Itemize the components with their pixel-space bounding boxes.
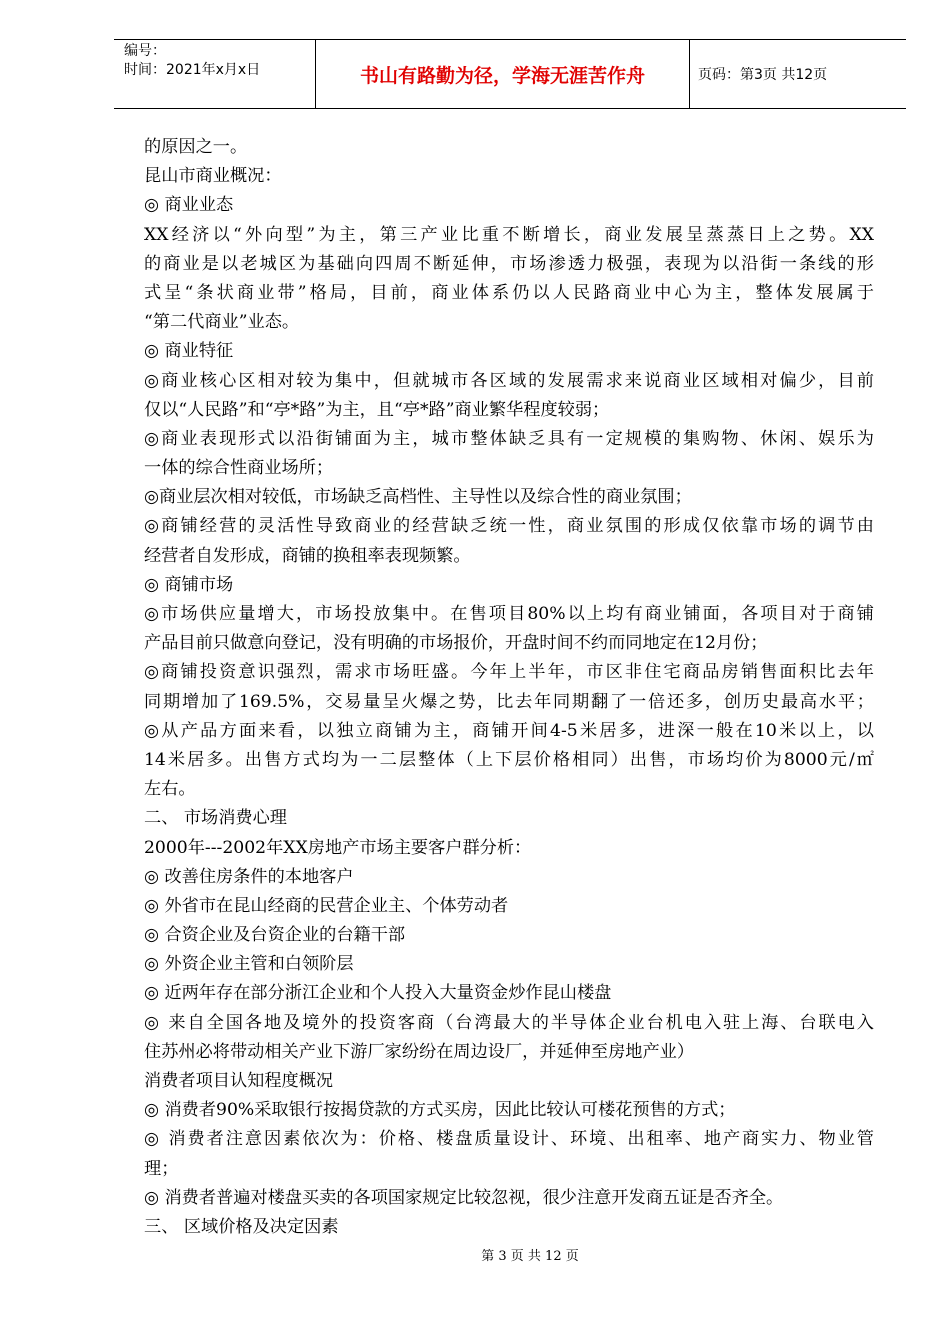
text-line: ◎ 来自全国各地及境外的投资客商（台湾最大的半导体企业台机电入驻上海、台联电入: [144, 1012, 874, 1033]
text-line: 理；: [144, 1158, 179, 1179]
text-line: 的原因之一。: [144, 137, 248, 157]
page-header: [114, 39, 906, 109]
text-line: 左右。: [144, 779, 196, 800]
text-line: ◎商业层次相对较低，市场缺乏高档性、主导性以及综合性的商业氛围；: [144, 487, 692, 508]
text-line: ◎从产品方面来看，以独立商铺为主，商铺开间4-5米居多，进深一般在10米以上，以: [144, 720, 874, 741]
document-body: [144, 133, 874, 1242]
text-line: ◎ 外资企业主管和白领阶层: [144, 954, 354, 975]
document-number-label: 编号：: [124, 43, 166, 59]
text-line: 昆山市商业概况：: [144, 166, 282, 187]
page-footer: 第 3 页 共 12 页: [481, 1249, 579, 1264]
header-page-info: 页码：第3页 共12页: [698, 67, 828, 83]
text-line: ◎ 商业特征: [144, 341, 234, 362]
text-line: ◎商铺经营的灵活性导致商业的经营缺乏统一性，商业氛围的形成仅依靠市场的调节由: [144, 516, 874, 537]
text-line: ◎ 改善住房条件的本地客户: [144, 866, 354, 887]
text-line: 14米居多。出售方式均为一二层整体（上下层价格相同）出售，市场均价为8000元/㎡: [144, 749, 874, 770]
text-line: ◎商业核心区相对较为集中，但就城市各区域的发展需求来说商业区域相对偏少，目前: [144, 370, 874, 391]
text-line: 住苏州必将带动相关产业下游厂家纷纷在周边设厂，并延伸至房地产业）: [144, 1041, 695, 1062]
text-line: 产品目前只做意向登记，没有明确的市场报价，开盘时间不约而同地定在12月份；: [144, 633, 768, 654]
text-line: 一体的综合性商业场所；: [144, 458, 334, 479]
text-line: ◎ 近两年存在部分浙江企业和个人投入大量资金炒作昆山楼盘: [144, 983, 612, 1004]
header-motto: 书山有路勤为径，学海无涯苦作舟: [316, 40, 690, 108]
document-time-label: 时间：2021年x月x日: [124, 62, 261, 78]
text-line: 式呈“条状商业带”格局，目前，商业体系仍以人民路商业中心为主，整体发展属于: [144, 282, 874, 303]
text-line: ◎商业表现形式以沿街铺面为主，城市整体缺乏具有一定规模的集购物、休闲、娱乐为: [144, 428, 874, 449]
text-line: 同期增加了169.5%，交易量呈火爆之势，比去年同期翻了一倍还多，创历史最高水平；: [144, 691, 874, 712]
text-line: XX经济以“外向型”为主，第三产业比重不断增长，商业发展呈蒸蒸日上之势。XX: [144, 224, 874, 245]
text-line: ◎ 商业业态: [144, 195, 234, 216]
text-line: ◎ 外省市在昆山经商的民营企业主、个体劳动者: [144, 895, 509, 916]
text-line: 的商业是以老城区为基础向四周不断延伸，市场渗透力极强，表现为以沿街一条线的形: [144, 253, 874, 274]
text-line: 经营者自发形成，商铺的换租率表现频繁。: [144, 545, 471, 566]
text-line: 三、 区域价格及决定因素: [144, 1216, 339, 1237]
header-meta: [114, 40, 316, 108]
text-line: 消费者项目认知程度概况: [144, 1071, 334, 1091]
text-line: 2000年---2002年XX房地产市场主要客户群分析：: [144, 837, 532, 858]
text-line: ◎ 合资企业及台资企业的台籍干部: [144, 925, 406, 946]
text-line: ◎ 消费者普遍对楼盘买卖的各项国家规定比较忽视，很少注意开发商五证是否齐全。: [144, 1187, 784, 1208]
text-line: ◎ 消费者90%采取银行按揭贷款的方式买房，因此比较认可楼花预售的方式；: [144, 1100, 736, 1121]
text-line: 仅以“人民路”和“亭*路”为主，且“亭*路”商业繁华程度较弱；: [144, 399, 610, 420]
text-line: ◎市场供应量增大，市场投放集中。在售项目80%以上均有商业铺面，各项目对于商铺: [144, 604, 874, 624]
text-line: ◎ 消费者注意因素依次为：价格、楼盘质量设计、环境、出租率、地产商实力、物业管: [144, 1129, 874, 1150]
text-line: “第二代商业”业态。: [144, 312, 300, 333]
text-line: ◎ 商铺市场: [144, 574, 234, 595]
text-line: ◎商铺投资意识强烈，需求市场旺盛。今年上半年，市区非住宅商品房销售面积比去年: [144, 662, 874, 683]
text-line: 二、 市场消费心理: [144, 808, 287, 829]
